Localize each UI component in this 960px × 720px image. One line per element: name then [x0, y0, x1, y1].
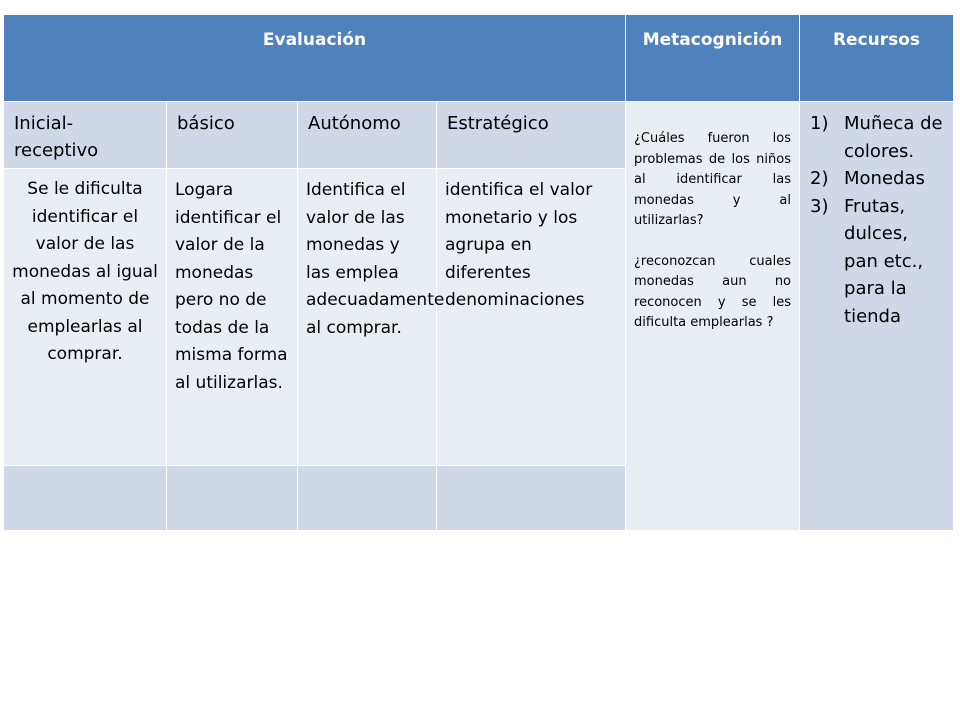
description-text: Se le dificulta identificar el valor de las monedas al igual al momento de emplearlas al comprar. — [12, 179, 158, 364]
header-row — [4, 15, 954, 102]
description-estrategico — [437, 169, 626, 466]
recurso-number: 2) — [810, 168, 829, 189]
metacognicion-question-1: ¿Cuáles fueron los problemas de los niños al identificar las monedas y al utilizarlas? — [634, 131, 792, 228]
header-evaluacion: Evaluación — [4, 15, 626, 102]
header-metacognicion: Metacognición — [626, 15, 800, 102]
empty-cell — [437, 466, 626, 531]
level-basico — [167, 102, 298, 169]
recurso-item — [810, 110, 947, 165]
level-label: básico — [177, 113, 235, 134]
recursos-list — [800, 102, 953, 330]
description-text: Identifica el valor de las monedas y las emplea adecuadamente al comprar. — [306, 180, 445, 338]
empty-cell — [298, 466, 437, 531]
description-autonomo — [298, 169, 445, 466]
metacognicion-cell — [626, 102, 800, 531]
level-inicial-receptivo — [4, 102, 167, 169]
recurso-text: Frutas, dulces, pan etc., para la tienda — [844, 195, 924, 327]
evaluation-table — [3, 14, 954, 531]
recursos-cell — [800, 102, 954, 531]
level-label: Inicial-receptivo — [14, 113, 99, 161]
level-label: Estratégico — [447, 113, 549, 134]
recurso-number: 1) — [810, 113, 829, 134]
description-text: identifica el valor monetario y los agrupa en diferentes denominaciones — [445, 180, 593, 310]
recurso-text: Muñeca de colores. — [844, 113, 943, 162]
recurso-number: 3) — [810, 195, 829, 217]
description-text: Logara identificar el valor de la monedas pero no de todas de la misma forma al utilizarlas. — [175, 180, 288, 393]
levels-row — [4, 102, 954, 169]
empty-cell — [167, 466, 298, 531]
header-recursos: Recursos — [800, 15, 954, 102]
recurso-text: Monedas — [844, 168, 925, 189]
description-inicial — [4, 169, 167, 466]
empty-cell — [4, 466, 167, 531]
description-basico — [167, 169, 298, 466]
level-estrategico — [437, 102, 626, 169]
metacognicion-question-2: ¿reconozcan cuales monedas aun no reconocen y se les dificulta emplearlas ? — [634, 253, 792, 330]
recurso-item — [810, 193, 947, 331]
level-label: Autónomo — [308, 113, 401, 134]
level-autonomo — [298, 102, 437, 169]
recurso-item — [810, 165, 947, 193]
